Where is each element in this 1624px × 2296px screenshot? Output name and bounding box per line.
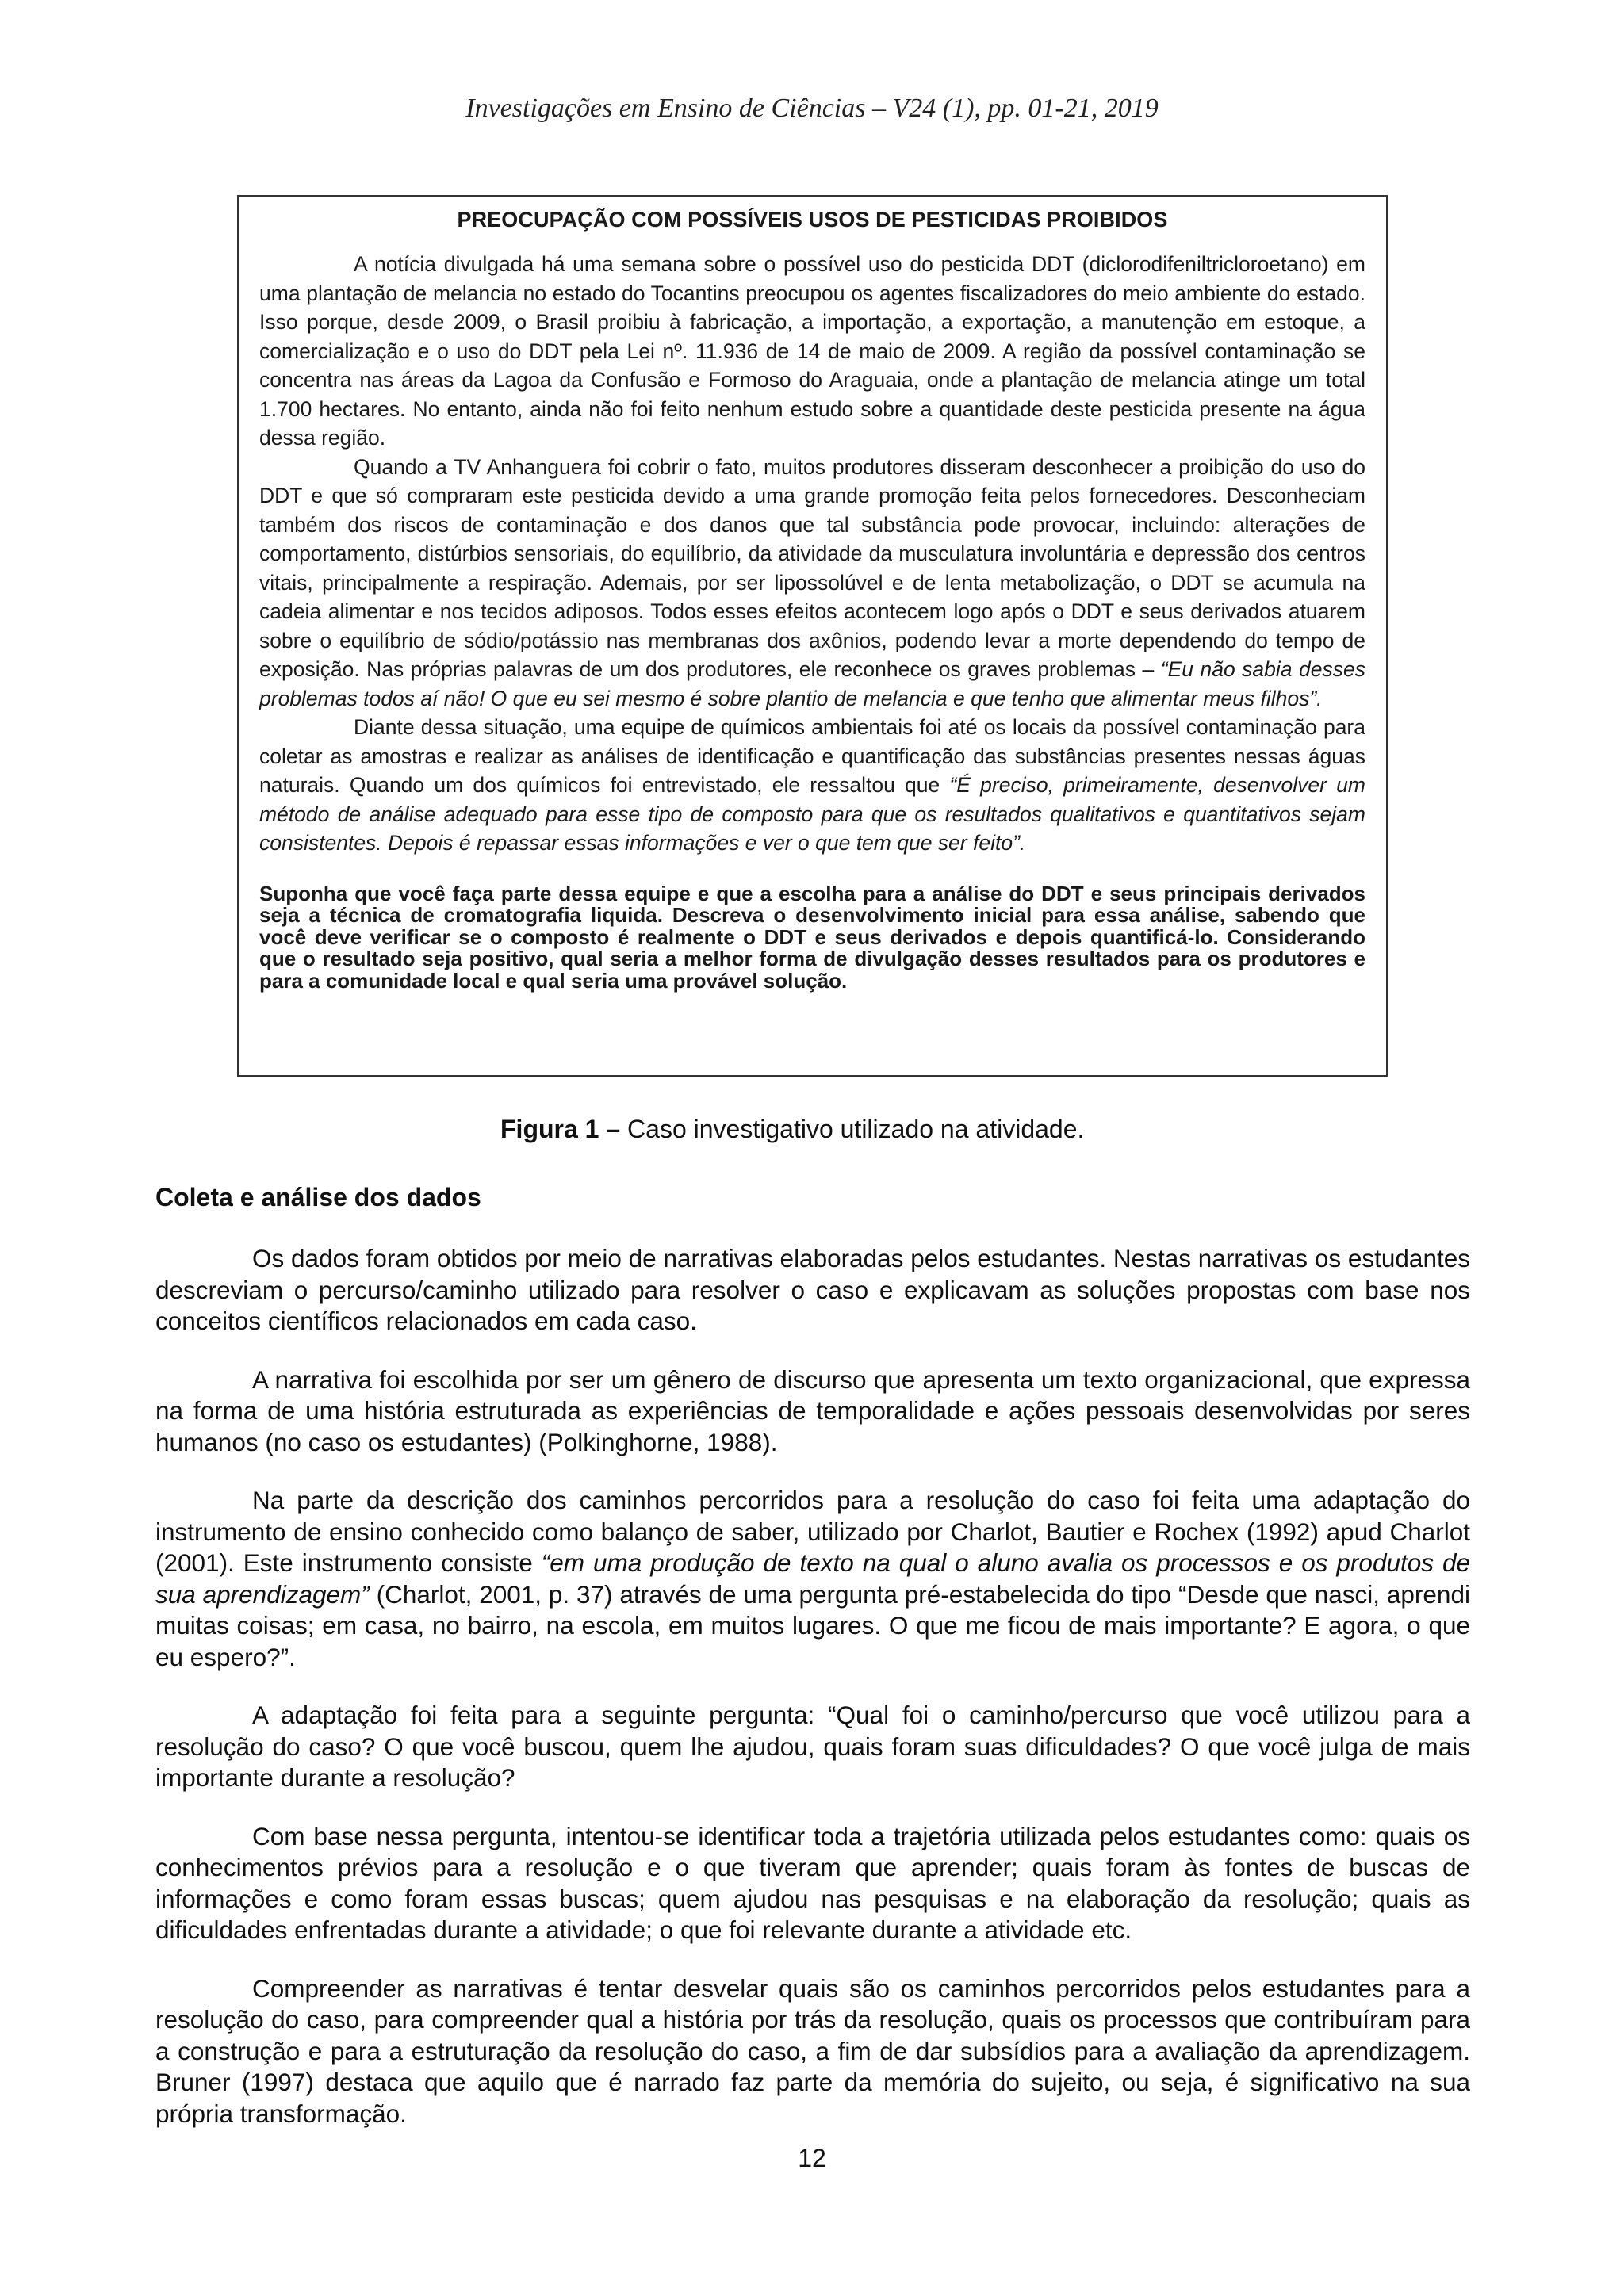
page-number: 12 (798, 2144, 826, 2172)
figure-caption (500, 1115, 1084, 1144)
body-paragraph-3-text-a: Na parte da descrição dos caminhos percorridos para a resolução do caso foi feita uma adaptação do instrumento de ensino conhecido como balanço de saber, utilizado por Charlot, Bautier e Rochex (1992) apud Charlot (2001). Este instrumento consiste (155, 1486, 1470, 1577)
case-paragraph-2-text: Quando a TV Anhanguera foi cobrir o fato, muitos produtores disseram desconhecer a proibição do uso do DDT e que só compraram este pesticida devido a uma grande promoção feita pelos fornecedores. Desconheciam também dos riscos de contaminação e dos danos que tal substância pode provocar, incluindo: alterações de comportamento, distúrbios sensoriais, do equilíbrio, da atividade da musculatura involuntária e depressão dos centros vitais, principalmente a respiração. Ademais, por ser lipossolúvel e de lenta metabolização, o DDT se acumula na cadeia alimentar e nos tecidos adiposos. Todos esses efeitos acontecem logo após o DDT e seus derivados atuarem sobre o equilíbrio de sódio/potássio nas membranas dos axônios, podendo levar a morte dependendo do tempo de exposição. Nas próprias palavras de um dos produtores, ele reconhece os graves problemas – (259, 454, 1365, 681)
running-header: Investigações em Ensino de Ciências – V24 (1), pp. 01-21, 2019 (465, 94, 1159, 123)
figure-caption-label: Figura 1 – (500, 1115, 621, 1143)
body-paragraph-6: Compreender as narrativas é tentar desvelar quais são os caminhos percorridos pelos estudantes para a resolução do caso, para compreender qual a história por trás da resolução, quais os processos que contribuíram para a construção e para a estruturação da resolução do caso, a fim de dar subsídios para a avaliação da aprendizagem. Bruner (1997) destaca que aquilo que é narrado faz parte da memória do sujeito, ou seja, é significativo na sua própria transformação. (155, 1973, 1470, 2128)
body-paragraph-3 (155, 1485, 1470, 1673)
case-paragraph-2 (259, 453, 1365, 714)
body-paragraph-5: Com base nessa pergunta, intentou-se identificar toda a trajetória utilizada pelos estudantes como: quais os conhecimentos prévios para a resolução e o que tiveram que aprender; quais foram às fontes de buscas de informações e como foram essas buscas; quem ajudou nas pesquisas e na elaboração da resolução; quais as dificuldades enfrentadas durante a atividade; o que foi relevante durante a atividade etc. (155, 1821, 1470, 1944)
section-heading: Coleta e análise dos dados (155, 1183, 481, 1211)
chemist-quote: “É preciso, primeiramente, desenvolver um método de análise adequado para esse tipo de composto para que os resultados qualitativos e quantitativos sejam consistentes. Depois é repassar essas informações e ver o que tem que ser feito”. (259, 773, 1365, 855)
case-paragraph-3 (259, 713, 1365, 858)
figure-caption-text: Caso investigativo utilizado na atividade. (620, 1115, 1085, 1143)
body-paragraph-2: A narrativa foi escolhida por ser um gênero de discurso que apresenta um texto organizacional, que expressa na forma de uma história estruturada as experiências de temporalidade e ações pessoais desenvolvidas por seres humanos (no caso os estudantes) (Polkinghorne, 1988). (155, 1364, 1470, 1456)
case-question: Suponha que você faça parte dessa equipe e que a escolha para a análise do DDT e seus principais derivados seja a técnica de cromatografia liquida. Descreva o desenvolvimento inicial para essa análise, sabendo que você deve verificar se o composto é realmente o DDT e seus derivados e depois quantificá-lo. Considerando que o resultado seja positivo, qual seria a melhor forma de divulgação desses resultados para os produtores e para a comunidade local e qual seria uma provável solução. (259, 881, 1365, 993)
body-paragraph-1: Os dados foram obtidos por meio de narrativas elaboradas pelos estudantes. Nestas narrativas os estudantes descreviam o percurso/caminho utilizado para resolver o caso e explicavam as soluções propostas com base nos conceitos científicos relacionados em cada caso. (155, 1244, 1470, 1335)
figure-case-box (237, 195, 1388, 1077)
charlot-quote: “em uma produção de texto na qual o aluno avalia os processos e os produtos de sua aprendizagem” (155, 1548, 1470, 1609)
producer-quote: “Eu não sabia desses problemas todos aí não! O que eu sei mesmo é sobre plantio de melancia e que tenho que alimentar meus filhos”. (259, 657, 1365, 710)
body-paragraph-4: A adaptação foi feita para a seguinte pergunta: “Qual foi o caminho/percurso que você utilizou para a resolução do caso? O que você buscou, quem lhe ajudou, quais foram suas dificuldades? O que você julga de mais importante durante a resolução? (155, 1701, 1470, 1792)
body-text (155, 1243, 1470, 2156)
case-title: PREOCUPAÇÃO COM POSSÍVEIS USOS DE PESTICIDAS PROIBIDOS (457, 208, 1168, 232)
case-paragraph-3-text: Diante dessa situação, uma equipe de químicos ambientais foi até os locais da possível contaminação para coletar as amostras e realizar as análises de identificação e quantificação das substâncias presentes nessas águas naturais. Quando um dos químicos foi entrevistado, ele ressaltou que (259, 715, 1365, 797)
case-paragraph-1: A notícia divulgada há uma semana sobre o possível uso do pesticida DDT (diclorodifeniltricloroetano) em uma plantação de melancia no estado do Tocantins preocupou os agentes fiscalizadores do meio ambiente do estado. Isso porque, desde 2009, o Brasil proibiu à fabricação, a importação, a exportação, a manutenção em estoque, a comercialização e o uso do DDT pela Lei nº. 11.936 de 14 de maio de 2009. A região da possível contaminação se concentra nas áreas da Lagoa da Confusão e Formoso do Araguaia, onde a plantação de melancia atinge um total 1.700 hectares. No entanto, ainda não foi feito nenhum estudo sobre a quantidade deste pesticida presente na água dessa região. (259, 252, 1365, 450)
body-paragraph-3-text-b: (Charlot, 2001, p. 37) através de uma pergunta pré-estabelecida do tipo “Desde que nasci, aprendi muitas coisas; em casa, no bairro, na escola, em muitos lugares. O que me ficou de mais importante? E agora, o que eu espero?”. (155, 1579, 1470, 1671)
